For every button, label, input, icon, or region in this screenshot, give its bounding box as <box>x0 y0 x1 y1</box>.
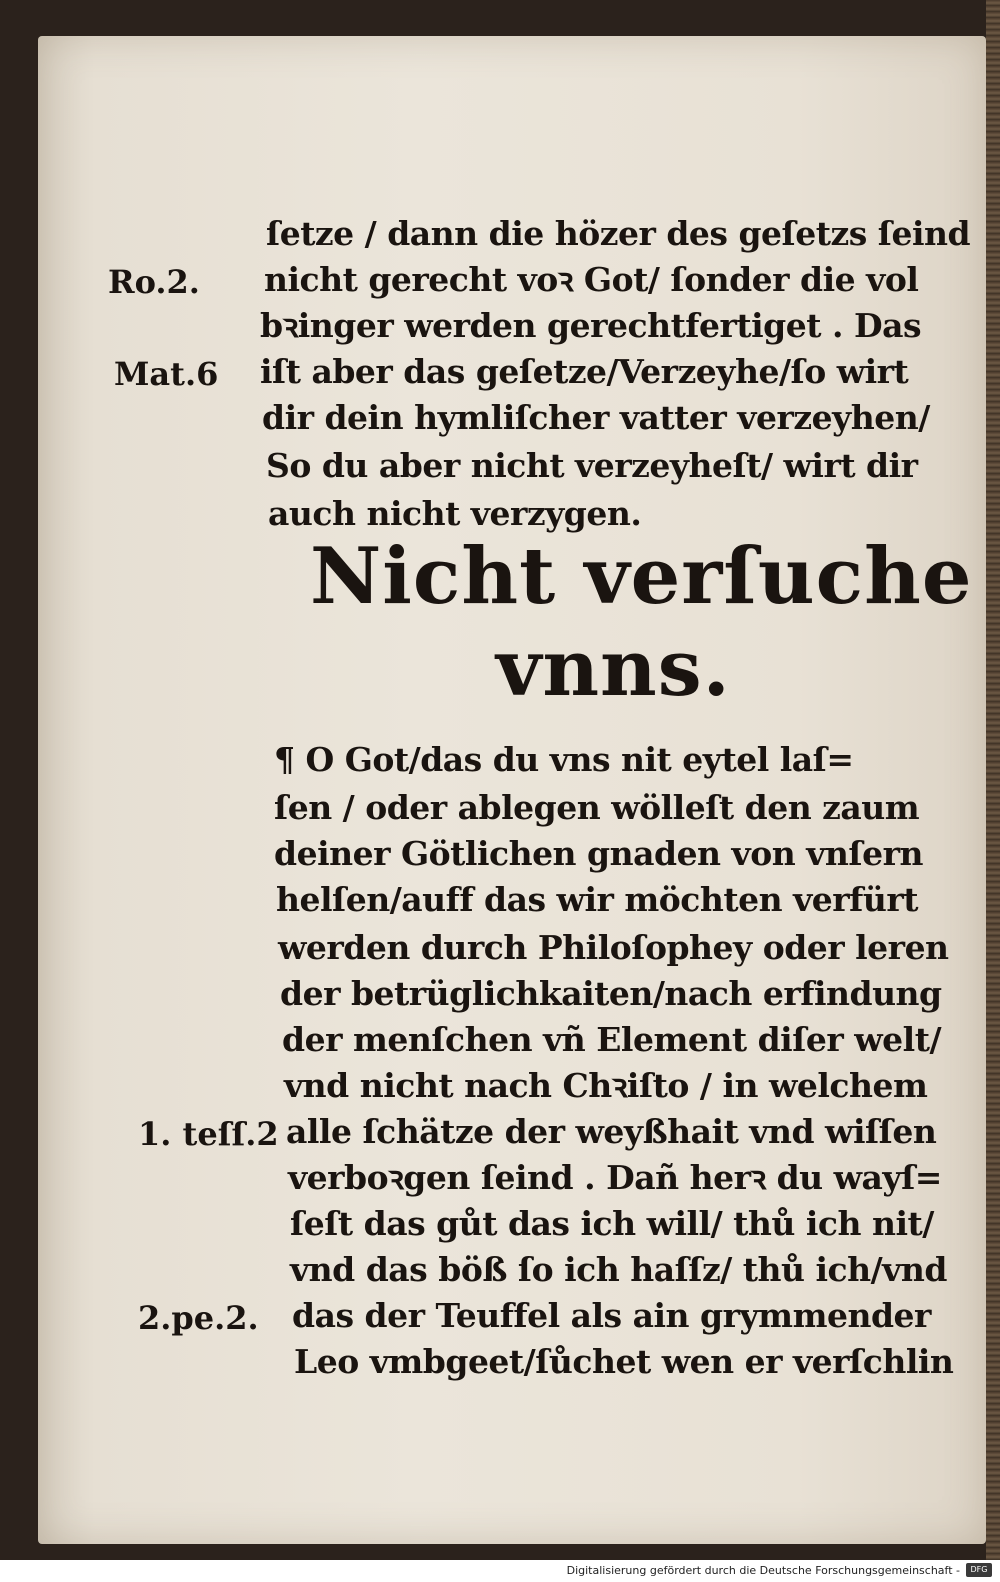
footer <box>0 1560 1000 1582</box>
body-line: der betrüglichkaiten/nach erfindung <box>280 974 942 1013</box>
body-line: der menſchen vñ Element diſer welt/ <box>282 1020 941 1059</box>
body-line: nicht gerecht voꝛ Got/ ſonder die vol <box>264 260 919 299</box>
body-line: iſt aber das geſetze/Verzeyhe/ſo wirt <box>260 352 909 391</box>
page-text <box>38 36 986 1544</box>
margin-note: 2.pe.2. <box>138 1299 259 1337</box>
body-line: deiner Götlichen gnaden von vnſern <box>274 834 923 873</box>
body-line: Leo vmbgeet/ſůchet wen er verſchlin <box>294 1342 954 1381</box>
body-line: auch nicht verzygen. <box>268 494 642 533</box>
section-heading: vnns. <box>496 623 731 714</box>
body-line: ſeſt das gůt das ich will/ thů ich nit/ <box>290 1204 934 1243</box>
footer-credit: Digitalisierung gefördert durch die Deutsche Forschungsgemeinschaft - <box>566 1564 960 1577</box>
body-line: ſetze / dann die hözer des geſetzs ſeind <box>266 214 971 253</box>
body-line: alle ſchätze der weyßhait vnd wiſſen <box>286 1112 937 1151</box>
margin-note: Ro.2. <box>108 263 200 301</box>
body-line: So du aber nicht verzeyheſt/ wirt dir <box>266 446 918 485</box>
book-edge <box>986 0 1000 1560</box>
body-line: vnd das böß ſo ich haſſz/ thů ich/vnd <box>290 1250 947 1289</box>
section-heading: Nicht verſuche <box>310 531 973 622</box>
body-line: ſen / oder ablegen wölleſt den zaum <box>274 788 920 827</box>
dfg-logo: DFG <box>966 1563 992 1577</box>
body-line: verboꝛgen ſeind . Dañ herꝛ du wayſ= <box>288 1158 942 1197</box>
body-line: bꝛinger werden gerechtfertiget . Das <box>260 306 922 345</box>
body-line: helſen/auff das wir möchten verfürt <box>276 880 918 919</box>
margin-note: Mat.6 <box>114 355 219 393</box>
body-line: ¶ O Got/das du vns nit eytel laſ= <box>274 740 854 779</box>
body-line: werden durch Philoſophey oder leren <box>278 928 949 967</box>
body-line: das der Teuffel als ain grymmender <box>292 1296 931 1335</box>
margin-note: 1. teſſ.2 <box>138 1115 279 1153</box>
body-line: dir dein hymliſcher vatter verzeyhen/ <box>262 398 930 437</box>
book-page <box>38 36 986 1544</box>
body-line: vnd nicht nach Chꝛiſto / in welchem <box>284 1066 928 1105</box>
